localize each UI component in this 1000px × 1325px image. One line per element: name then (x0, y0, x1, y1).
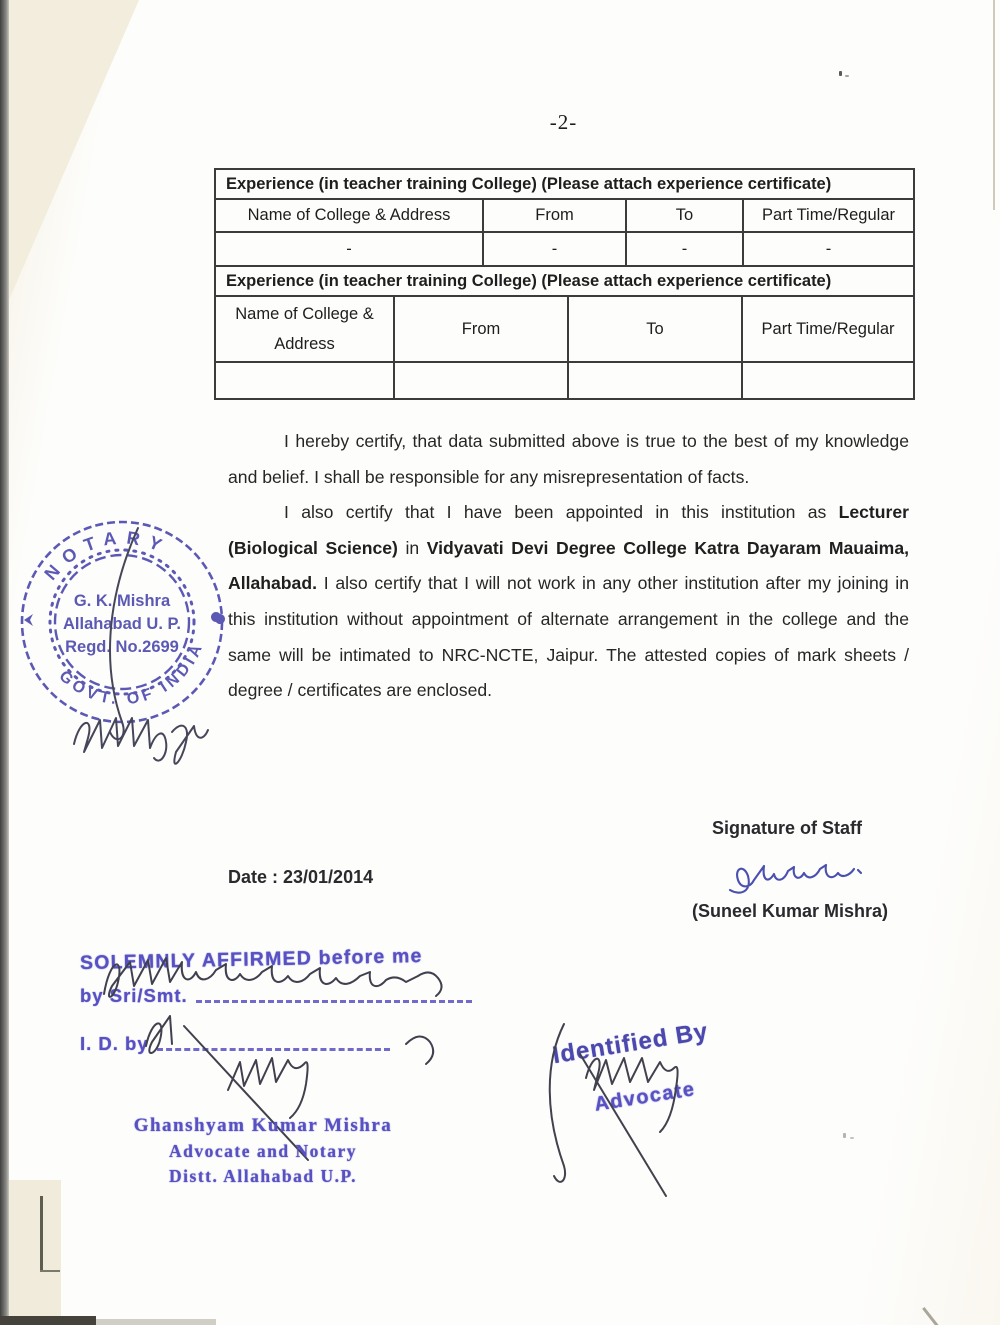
advocate-designation-stamp: Advocate (592, 1078, 698, 1116)
scan-speck (839, 71, 842, 76)
advocate-title: Advocate and Notary (169, 1141, 357, 1161)
identifier-signature-ink (534, 1016, 734, 1202)
page-number: -2- (549, 110, 578, 134)
scan-speck (850, 1137, 854, 1139)
paragraph-text: I also certify that I have been appointed in this institution as (284, 502, 839, 523)
scan-line-bottom-left (40, 1196, 43, 1272)
column-header: Part Time/Regular (742, 296, 914, 362)
paragraph-text: I also certify that I will not work in any other institution after my joining in this institution without appointment of alternate arrangement in the college and the same will be intimated to NRC-NCTE, Jaipur. The attested copies of mark sheets / degree / certificates are enclosed. (228, 573, 909, 701)
notary-name: G. K. Mishra (73, 592, 171, 610)
scan-speck (843, 1133, 846, 1138)
column-header: Name of College & Address (215, 199, 483, 232)
advocate-district: Distt. Allahabad U.P. (169, 1166, 357, 1186)
table-cell: - (626, 232, 743, 266)
designation-bold: Lecturer (Biological Science) (228, 502, 909, 558)
certification-paragraph-1: I hereby certify, that data submitted above is true to the best of my knowledge and belief. I shall be responsible for any misrepresentation of facts. (228, 431, 909, 487)
scan-smudge-bottom-2 (96, 1319, 216, 1325)
paragraph-text: in (397, 537, 427, 558)
scan-smudge-bottom (0, 1316, 96, 1325)
table-row (215, 362, 914, 399)
notary-place: Allahabad U. P. (63, 615, 181, 633)
college-name-bold: Vidyavati Devi Degree College Katra Dayaram Mauaima, Allahabad. (228, 537, 909, 594)
scan-edge-left (0, 0, 9, 1325)
table-row (215, 232, 914, 266)
table-cell: - (483, 232, 626, 266)
scan-line-bottom-right (922, 1307, 971, 1325)
notary-regd-number: Regd. No.2699 (65, 638, 179, 656)
scan-line-right (993, 0, 995, 210)
column-header: From (483, 199, 626, 232)
table-cell (742, 362, 914, 399)
notary-arc-bottom-label: GOVT. OF INDIA (55, 638, 208, 709)
table-cell (215, 362, 394, 399)
experience-table-1 (214, 168, 915, 267)
staff-name: (Suneel Kumar Mishra) (691, 901, 889, 921)
scan-wedge-top-left (9, 0, 139, 300)
column-header: From (394, 296, 568, 362)
column-header: To (568, 296, 742, 362)
certification-text (228, 424, 909, 709)
table-title: Experience (in teacher training College) (Please attach experience certificate) (215, 266, 914, 296)
table-cell: - (743, 232, 914, 266)
affirmed-line2-label: by Sri/Smt. (80, 985, 188, 1006)
affirmed-line1: SOLEMNLY AFFIRMED before me (79, 945, 423, 975)
scan-line-bottom-left-step (40, 1270, 60, 1272)
staff-signature-ink (726, 858, 866, 902)
notary-signature-ink (38, 520, 258, 788)
table-cell: - (215, 232, 483, 266)
affirmed-line3-label: I. D. by (80, 1033, 149, 1054)
column-header: To (626, 199, 743, 232)
table-cell (394, 362, 568, 399)
advocate-name: Ghanshyam Kumar Mishra (133, 1115, 393, 1136)
table-title: Experience (in teacher training College) (Please attach experience certificate) (215, 169, 914, 199)
experience-table-2 (214, 265, 915, 400)
identified-by-stamp: Identified By (550, 1017, 711, 1070)
certification-paragraph-2 (228, 495, 909, 709)
column-header: Part Time/Regular (743, 199, 914, 232)
column-header: Name of College & Address (215, 296, 394, 362)
scan-shade-bottom-left (9, 1180, 61, 1325)
date-label: Date : 23/01/2014 (228, 867, 374, 887)
scan-speck (845, 75, 849, 77)
signature-of-staff-label: Signature of Staff (711, 818, 862, 838)
advocate-notary-stamp (126, 1112, 400, 1189)
experience-tables (214, 168, 913, 400)
table-cell (568, 362, 742, 399)
notary-arc-top-label: NOTARY (40, 527, 173, 584)
